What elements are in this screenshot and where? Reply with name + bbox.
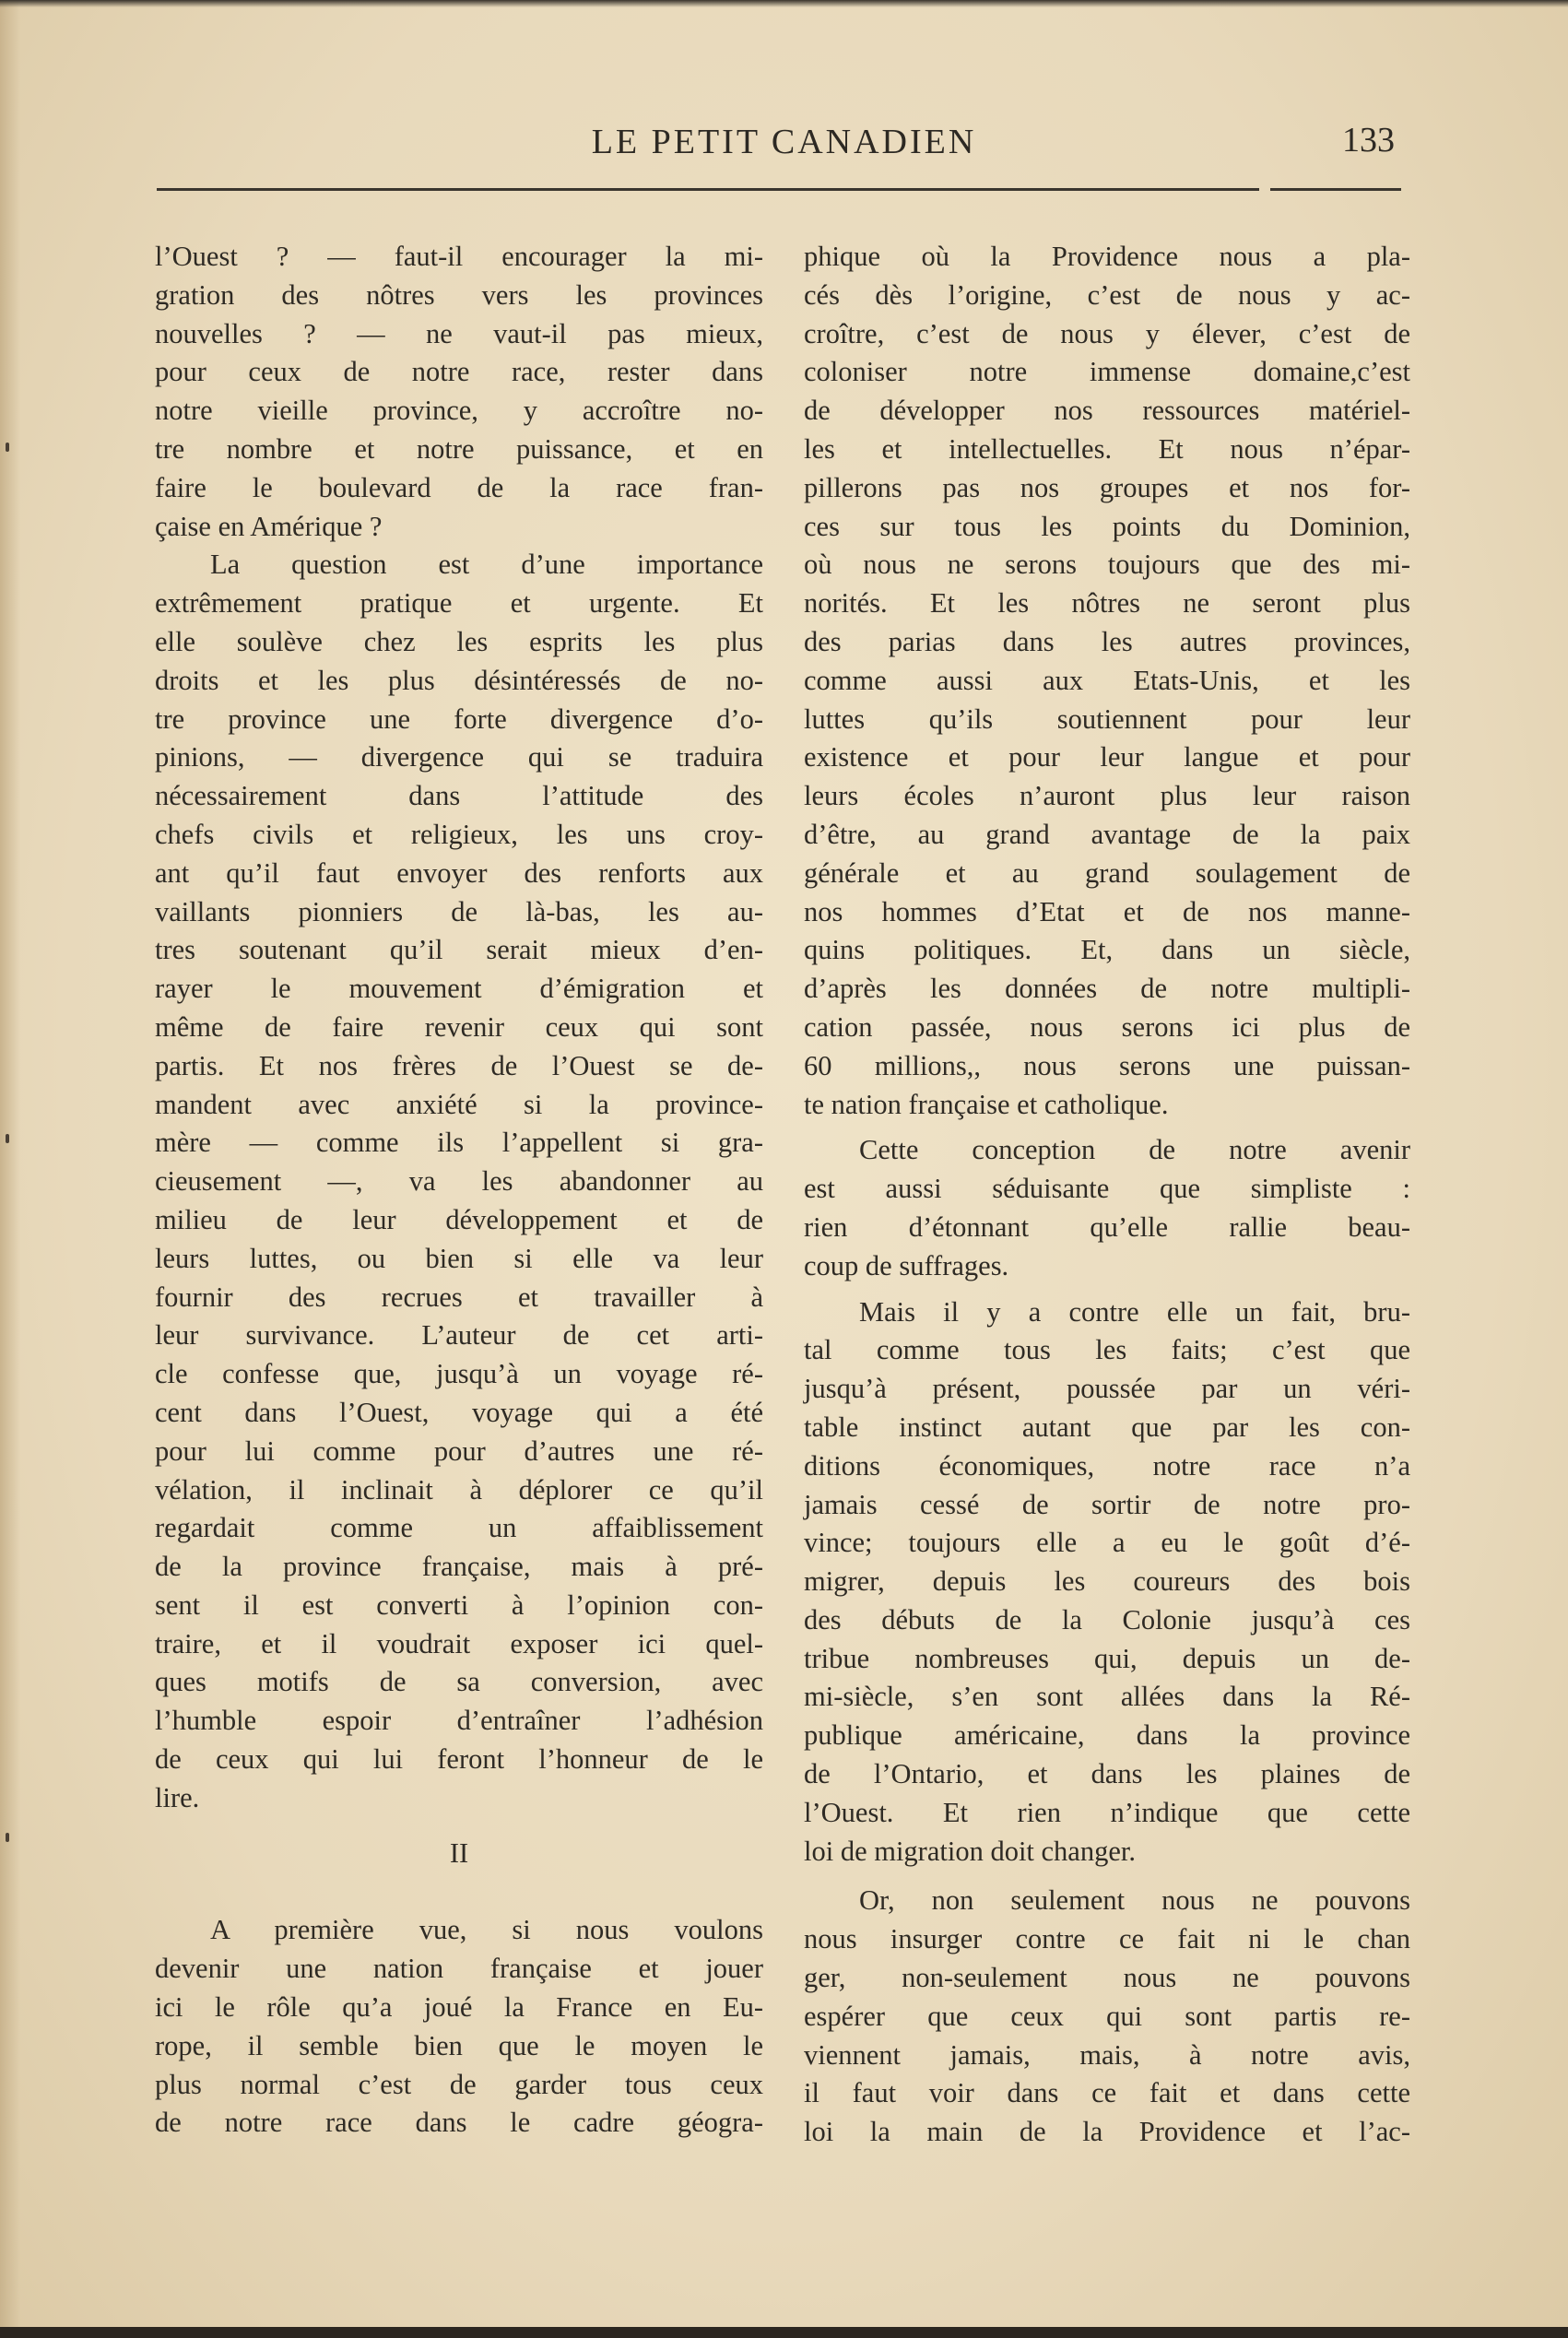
text-line: même de faire revenir ceux qui sont <box>155 1010 763 1043</box>
text-line: les et intellectuelles. Et nous n’épar- <box>804 432 1410 465</box>
text-line: elle soulève chez les esprits les plus <box>155 625 763 657</box>
text-line: de ceux qui lui feront l’honneur de le <box>155 1743 763 1776</box>
text-line: existence et pour leur langue et pour <box>804 741 1410 773</box>
text-line: fournir des recrues et travailler à <box>155 1281 763 1313</box>
page-number: 133 <box>1342 121 1395 159</box>
text-line: tre nombre et notre puissance, et en <box>155 432 763 465</box>
paper-mark <box>6 1833 9 1842</box>
text-line: sent il est converti à l’opinion con- <box>155 1588 763 1621</box>
running-title: LE PETIT CANADIEN <box>591 123 977 161</box>
header-rule <box>157 188 1259 191</box>
text-line: notre vieille province, y accroître no- <box>155 395 763 427</box>
page-edge-shadow-left <box>0 0 20 2338</box>
text-line: de développer nos ressources matériel- <box>804 395 1410 427</box>
text-line: ger, non-seulement nous ne pouvons <box>804 1962 1410 1994</box>
text-line: faire le boulevard de la race fran- <box>155 471 763 503</box>
left-column <box>155 238 763 2143</box>
text-line: te nation française et catholique. <box>804 1088 1169 1120</box>
right-paragraph-2 <box>804 1131 1410 1285</box>
text-line: cation passée, nous serons ici plus de <box>804 1010 1410 1043</box>
text-line: mère — comme ils l’appellent si gra- <box>155 1127 763 1159</box>
text-line: cent dans l’Ouest, voyage qui a été <box>155 1396 763 1428</box>
text-line: plus normal c’est de garder tous ceux <box>155 2068 763 2100</box>
text-line: pillerons pas nos groupes et nos for- <box>804 471 1410 503</box>
text-line: ditions économiques, notre race n’a <box>804 1449 1410 1482</box>
text-line: extrêmement pratique et urgente. Et <box>155 587 763 620</box>
text-line: La question est d’une importance <box>210 549 763 581</box>
text-line: table instinct autant que par les con- <box>804 1411 1410 1443</box>
text-line: leurs luttes, ou bien si elle va leur <box>155 1242 763 1274</box>
text-line: ques motifs de sa conversion, avec <box>155 1666 763 1698</box>
text-line: coup de suffrages. <box>804 1249 1009 1281</box>
text-line: mi-siècle, s’en sont allées dans la Ré- <box>804 1681 1410 1713</box>
text-line: nécessairement dans l’attitude des <box>155 780 763 812</box>
text-line: vélation, il inclinait à déplorer ce qu’il <box>155 1473 763 1506</box>
page-edge-shadow-top <box>0 0 1568 7</box>
text-line: gration des nôtres vers les provinces <box>155 278 763 311</box>
text-line: de notre race dans le cadre géogra- <box>155 2107 763 2139</box>
text-line: nos hommes d’Etat et de nos manne- <box>804 895 1410 927</box>
paragraph-gap <box>804 1124 1410 1131</box>
text-line: luttes qu’ils soutiennent pour leur <box>804 703 1410 735</box>
text-line: ici le rôle qu’a joué la France en Eu- <box>155 1991 763 2024</box>
text-line: chefs civils et religieux, les uns croy- <box>155 818 763 850</box>
text-line: où nous ne serons toujours que des mi- <box>804 549 1410 581</box>
text-line: partis. Et nos frères de l’Ouest se de- <box>155 1049 763 1081</box>
text-line: espérer que ceux qui sont partis re- <box>804 2000 1410 2032</box>
text-line: tal comme tous les faits; c’est que <box>804 1334 1410 1366</box>
paper-mark <box>6 1134 9 1143</box>
text-line: mandent avec anxiété si la province- <box>155 1088 763 1120</box>
text-line: tres soutenant qu’il serait mieux d’en- <box>155 934 763 966</box>
text-line: comme aussi aux Etats-Unis, et les <box>804 664 1410 696</box>
text-line: d’être, au grand avantage de la paix <box>804 818 1410 850</box>
text-line: Mais il y a contre elle un fait, bru- <box>859 1295 1410 1328</box>
right-paragraph-1 <box>804 238 1410 1124</box>
text-line: des parias dans les autres provinces, <box>804 625 1410 657</box>
text-line: leur survivance. L’auteur de cet arti- <box>155 1319 763 1352</box>
text-line: générale et au grand soulagement de <box>804 856 1410 889</box>
paragraph-gap <box>804 1286 1410 1293</box>
paragraph-gap <box>804 1871 1410 1882</box>
text-line: de l’Ontario, et dans les plaines de <box>804 1758 1410 1790</box>
text-line: est aussi séduisante que simpliste : <box>804 1173 1410 1205</box>
text-line: jamais cessé de sortir de notre pro- <box>804 1488 1410 1520</box>
text-line: pour ceux de notre race, rester dans <box>155 356 763 388</box>
text-line: loi la main de la Providence et l’ac- <box>804 2116 1410 2148</box>
page-edge-shadow-bottom <box>0 2327 1568 2338</box>
text-line: de la province française, mais à pré- <box>155 1551 763 1583</box>
text-line: viennent jamais, mais, à notre avis, <box>804 2038 1410 2071</box>
text-line: lire. <box>155 1781 200 1813</box>
text-line: publique américaine, dans la province <box>804 1719 1410 1752</box>
section-heading: II <box>449 1836 469 1869</box>
left-paragraph-3 <box>155 1911 763 2143</box>
text-line: d’après les données de notre multipli- <box>804 973 1410 1005</box>
text-line: rayer le mouvement d’émigration et <box>155 973 763 1005</box>
text-line: rien d’étonnant qu’elle rallie beau- <box>804 1210 1410 1243</box>
text-line: il faut voir dans ce fait et dans cette <box>804 2077 1410 2109</box>
text-line: l’Ouest. Et rien n’indique que cette <box>804 1796 1410 1828</box>
text-line: nous insurger contre ce fait ni le chan <box>804 1923 1410 1955</box>
text-line: jusqu’à présent, poussée par un véri- <box>804 1373 1410 1405</box>
text-line: nouvelles ? — ne vaut-il pas mieux, <box>155 317 763 349</box>
text-line: traire, et il voudrait exposer ici quel- <box>155 1627 763 1659</box>
text-line: droits et les plus désintéressés de no- <box>155 664 763 696</box>
text-line: tre province une forte divergence d’o- <box>155 703 763 735</box>
text-line: des débuts de la Colonie jusqu’à ces <box>804 1603 1410 1635</box>
right-paragraph-4 <box>804 1882 1410 2152</box>
text-line: quins politiques. Et, dans un siècle, <box>804 934 1410 966</box>
text-line: pour lui comme pour d’autres une ré- <box>155 1435 763 1467</box>
text-line: vaillants pionniers de là-bas, les au- <box>155 895 763 927</box>
text-line: Or, non seulement nous ne pouvons <box>859 1884 1410 1917</box>
text-line: l’humble espoir d’entraîner l’adhésion <box>155 1705 763 1737</box>
text-line: rope, il semble bien que le moyen le <box>155 2029 763 2061</box>
left-paragraph-1 <box>155 238 763 546</box>
text-line: ant qu’il faut envoyer des renforts aux <box>155 856 763 889</box>
text-line: phique où la Providence nous a pla- <box>804 241 1410 272</box>
header-rule-short <box>1270 188 1401 191</box>
right-paragraph-3 <box>804 1293 1410 1872</box>
text-line: coloniser notre immense domaine,c’est <box>804 356 1410 388</box>
text-line: migrer, depuis les coureurs des bois <box>804 1565 1410 1598</box>
text-line: milieu de leur développement et de <box>155 1203 763 1235</box>
text-line: cle confesse que, jusqu’à un voyage ré- <box>155 1358 763 1390</box>
text-line: regardait comme un affaiblissement <box>155 1512 763 1544</box>
text-line: croître, c’est de nous y élever, c’est de <box>804 317 1410 349</box>
text-line: pinions, — divergence qui se traduira <box>155 741 763 773</box>
text-line: cés dès l’origine, c’est de nous y ac- <box>804 278 1410 311</box>
paper-mark <box>6 443 9 452</box>
left-paragraph-2 <box>155 546 763 1817</box>
text-line: ces sur tous les points du Dominion, <box>804 510 1410 542</box>
text-line: vince; toujours elle a eu le goût d’é- <box>804 1527 1410 1559</box>
text-line: loi de migration doit changer. <box>804 1835 1136 1867</box>
text-line: cieusement —, va les abandonner au <box>155 1165 763 1198</box>
right-column <box>804 238 1410 2152</box>
text-line: Cette conception de notre avenir <box>859 1134 1410 1166</box>
text-line: devenir une nation française et jouer <box>155 1953 763 1985</box>
text-line: çaise en Amérique ? <box>155 510 383 542</box>
text-line: tribue nombreuses qui, depuis un de- <box>804 1642 1410 1674</box>
text-line: leurs écoles n’auront plus leur raison <box>804 780 1410 812</box>
text-line: l’Ouest ? — faut-il encourager la mi- <box>155 241 763 272</box>
text-line: A première vue, si nous voulons <box>210 1914 763 1946</box>
text-line: norités. Et les nôtres ne seront plus <box>804 587 1410 620</box>
text-line: 60 millions,, nous serons une puissan- <box>804 1049 1410 1081</box>
